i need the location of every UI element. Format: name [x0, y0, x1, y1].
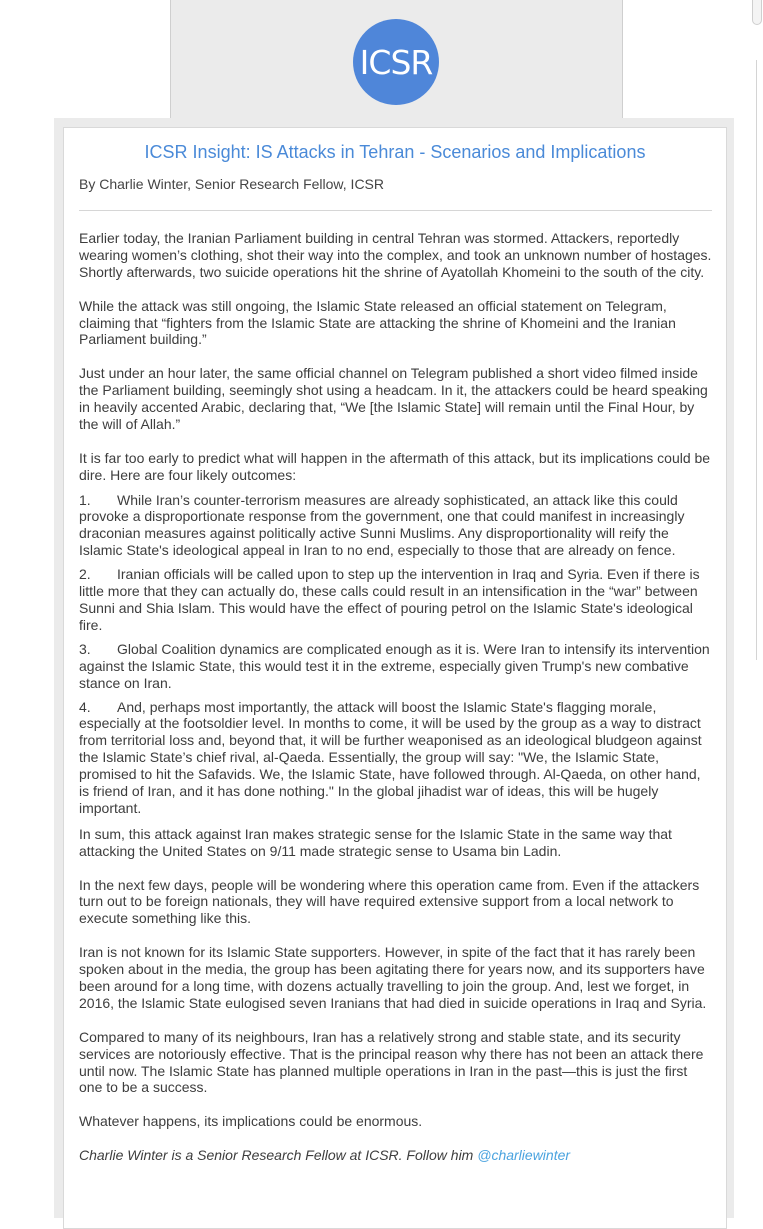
outcome-number: 2. [79, 566, 91, 583]
outcome-text: Iranian officials will be called upon to step up the intervention in Iraq and Syria. Even if there is little more that they can actually do, these calls could result in an intensification in the “war” between Sunni and Shia Islam. This would have the effect of pouring petrol on the Islamic State's ideological fire. [79, 566, 700, 633]
paragraph: Compared to many of its neighbours, Iran has a relatively strong and stable state, and its security services are notoriously effective. That is the principal reason why there has not been an attack there until now. The Islamic State has planned multiple operations in Iran in the past—this is just the first one to be a success. [79, 1028, 704, 1096]
icsr-logo: ICSR [353, 19, 439, 105]
scrollbar-track[interactable] [756, 60, 763, 660]
article-byline: By Charlie Winter, Senior Research Fellow, ICSR [79, 176, 384, 192]
paragraph: In sum, this attack against Iran makes strategic sense for the Islamic State in the same way that attacking the United States on 9/11 made strategic sense to Usama bin Ladin. [79, 825, 672, 859]
outcome-number: 3. [79, 640, 91, 657]
author-footer-text: Charlie Winter is a Senior Research Fellow at ICSR. Follow him [79, 1147, 478, 1163]
paragraph: Just under an hour later, the same official channel on Telegram published a short video filmed inside the Parliament building, seemingly shot using a headcam. In it, the attackers could be heard speaking in heavily accented Arabic, declaring that, “We [the Islamic State] will remain until the Final Hour, by the will of Allah.” [79, 365, 708, 432]
paragraph: It is far too early to predict what will happen in the aftermath of this attack, but its implications could be dire. Here are four likely outcomes: [79, 449, 711, 483]
outcome-item [79, 492, 713, 560]
outcome-number: 4. [79, 698, 91, 715]
article-body [79, 230, 713, 1164]
article-card [63, 127, 727, 1229]
outcome-text: While Iran’s counter-terrorism measures are already sophisticated, an attack like this could provoke a disproportionate response from the government, one that could manifest in increasingly draconian measures against politically active Sunni Muslims. Any disproportionality will reify the Islamic State's ideological appeal in Iran to no end, especially to those that are already on fence. [79, 491, 685, 559]
paragraph: In the next few days, people will be wondering where this operation came from. Even if the attackers turn out to be foreign nationals, they will have required extensive support from a local network to execute something like this. [79, 876, 700, 927]
header-band [170, 0, 623, 118]
outcome-item [79, 566, 713, 634]
paragraph: While the attack was still ongoing, the Islamic State released an official statement on Telegram, claiming that “fighters from the Islamic State are attacking the shrine of Khomeini and the Iranian Parliament building.” [79, 297, 676, 348]
outcome-text: Global Coalition dynamics are complicated enough as it is. Were Iran to intensify its intervention against the Islamic State, this would test it in the extreme, especially given Trump's new combative stance on Iran. [79, 640, 710, 691]
outcome-text: And, perhaps most importantly, the attack will boost the Islamic State's flagging morale, especially at the footsoldier level. In months to come, it will be used by the group as a way to distract from territorial loss and, beyond that, it will be further weaponised as an ideological bludgeon against the Islamic State’s chief rival, al-Qaeda. Essentially, the group will say: "We, the Islamic State, promised to hit the Safavids. We, the Islamic State, have followed through. Al-Qaeda, on other hand, is friend of Iran, and it has done nothing." In the global jihadist war of ideas, this will be hugely important. [79, 698, 702, 816]
paragraph: Earlier today, the Iranian Parliament building in central Tehran was stormed. Attackers, reportedly wearing women’s clothing, shot their way into the complex, and took an unknown number of hostages. Shortly afterwards, two suicide operations hit the shrine of Ayatollah Khomeini to the south of the city. [79, 230, 712, 280]
outcome-item [79, 641, 713, 692]
paragraph: Whatever happens, its implications could be enormous. [79, 1113, 423, 1130]
author-footer [79, 1147, 713, 1164]
divider [79, 210, 712, 211]
outcome-item [79, 699, 713, 817]
paragraph: Iran is not known for its Islamic State supporters. However, in spite of the fact that it has rarely been spoken about in the media, the group has been agitating there for years now, and its supporters have been around for a long time, with dozens actually travelling to join the group. And, lest we forget, in 2016, the Islamic State eulogised seven Iranians that had died in suicide operations in Iraq and Syria. [79, 944, 707, 1011]
scrollbar-thumb[interactable] [752, 0, 762, 25]
outcome-number: 1. [79, 491, 91, 508]
twitter-handle-link[interactable]: @charliewinter [477, 1147, 571, 1163]
article-title: ICSR Insight: IS Attacks in Tehran - Scenarios and Implications [144, 142, 646, 162]
